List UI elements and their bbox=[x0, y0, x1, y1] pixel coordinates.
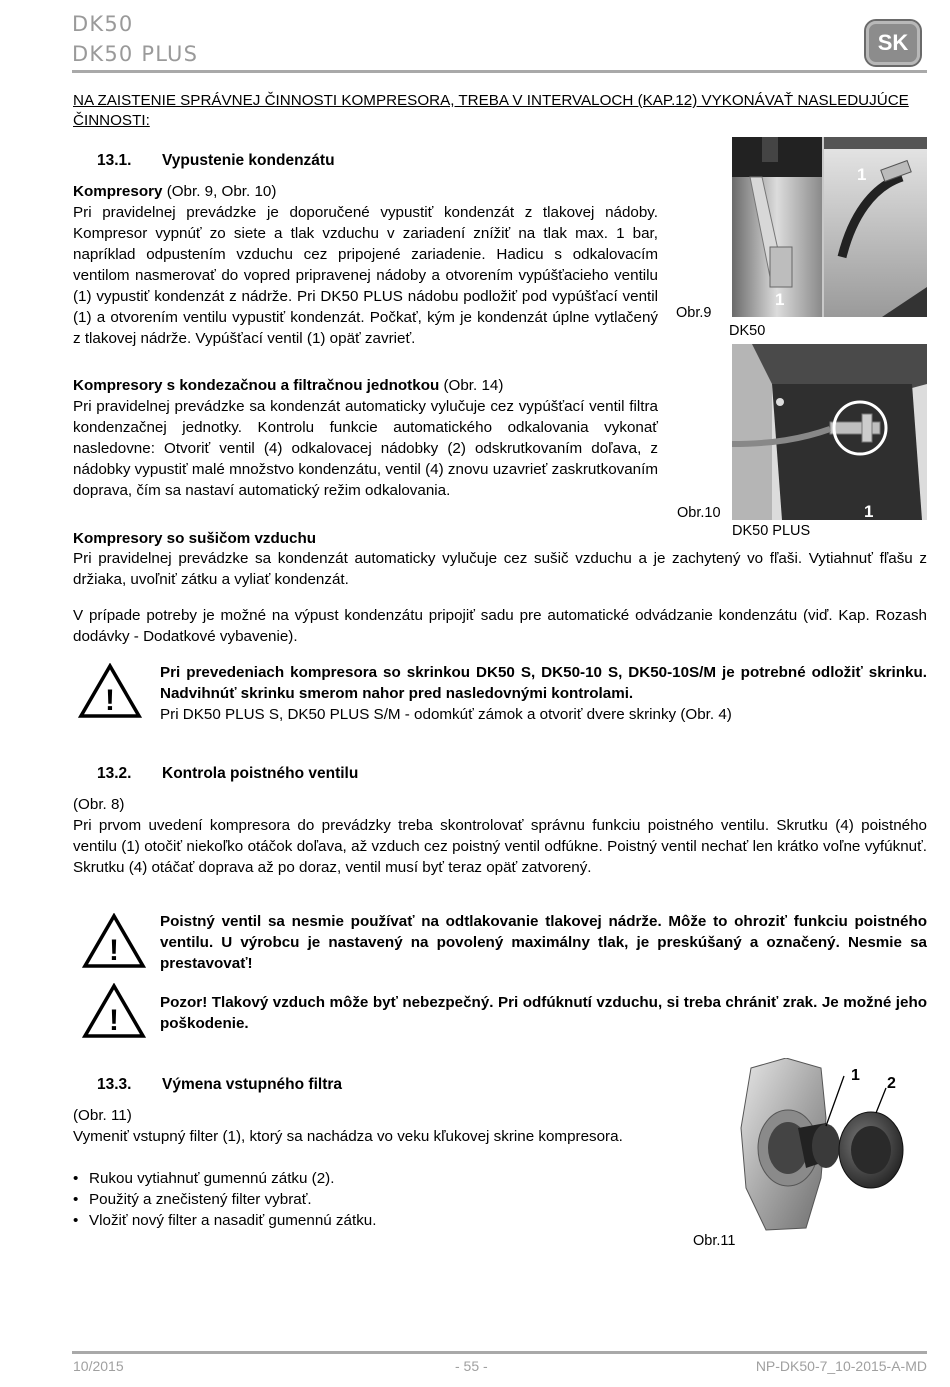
filter-paragraph: Vymeniť vstupný filter (1), ktorý sa nachádza vo veku kľukovej skrine kompresora. bbox=[73, 1128, 623, 1145]
figure-11-label-2: 2 bbox=[887, 1075, 896, 1092]
filter-steps-list bbox=[73, 1168, 694, 1231]
figure-10-model: DK50 PLUS bbox=[732, 523, 811, 539]
filtr-heading bbox=[73, 375, 658, 396]
filtr-ref: (Obr. 14) bbox=[439, 377, 504, 394]
figure-10-photo bbox=[732, 344, 927, 520]
list-item: • Rukou vytiahnuť gumennú zátku (2). bbox=[73, 1168, 694, 1189]
kompresory-label: Kompresory bbox=[73, 183, 163, 200]
section-13-2-heading bbox=[97, 763, 358, 784]
footer-document-id: NP-DK50-7_10-2015-A-MD bbox=[755, 1358, 927, 1374]
figure-9-label-1a: 1 bbox=[775, 290, 785, 309]
section-number: 13.3. bbox=[97, 1076, 132, 1093]
section-13-2-ref: (Obr. 8) bbox=[73, 796, 125, 813]
header-title-2: DK50 PLUS bbox=[72, 42, 199, 66]
kompresory-heading bbox=[73, 181, 658, 202]
automatic-drain-paragraph: V prípade potreby je možné na výpust kondenzátu pripojiť sadu pre automatické odvádzanie kondenzátu (viď. Kap. Rozash dodávky - Dodatkové vybavenie). bbox=[73, 607, 927, 645]
drain-hose-illustration bbox=[732, 137, 927, 317]
footer-date: 10/2015 bbox=[73, 1358, 124, 1374]
header-divider bbox=[72, 70, 927, 73]
figure-9-photo bbox=[732, 137, 927, 317]
susic-heading: Kompresory so sušičom vzduchu bbox=[73, 530, 317, 547]
intake-filter-illustration bbox=[726, 1058, 926, 1233]
susic-paragraph: Pri pravidelnej prevádzke sa kondenzát automaticky vylučuje cez sušič vzduchu a je zachytený vo fľaši. Vytiahnuť fľašu z držiaka, uvoľniť zátku a vyliať kondenzát. bbox=[73, 550, 927, 588]
list-item: • Použitý a znečistený filter vybrať. bbox=[73, 1189, 694, 1210]
warning-triangle-icon bbox=[82, 983, 146, 1039]
safety-valve-warning: Poistný ventil sa nesmie používať na odtlakovanie tlakovej nádrže. Môže to ohroziť funkciu poistného ventilu. U výrobcu je nastavený na povolený maximálny tlak, je preskúšaný a označený. Nesmie sa prestavovať! bbox=[160, 913, 927, 972]
figure-9-model: DK50 bbox=[729, 323, 766, 339]
kompresory-paragraph: Pri pravidelnej prevádzke je doporučené vypustiť kondenzát z tlakovej nádoby. Kompresor vypnúť zo siete a tlak vzduchu v zariadení znížiť na tlak max. 1 bar, napríklad odpustením vzduchu cez pripojené zariadenie. Hadicu s odkalovacím ventilom nasmerovať do vopred pripravenej nádoby a otvorením vypúšťacieho ventilu (1) vypustiť kondenzát z nádrže. Pri DK50 PLUS nádobu podložiť pod vypúšťací ventil (1) a otvorením ventilu vypustiť kondenzát. Počkať, kým je kondenzát úplne vytlačený z tlakovej nádrže. Vypúšťací ventil (1) opäť zavrieť. bbox=[73, 204, 658, 347]
section-number: 13.1. bbox=[97, 152, 132, 169]
figure-9-label-1b: 1 bbox=[857, 165, 867, 184]
section-13-3-heading bbox=[97, 1074, 342, 1095]
section-number: 13.2. bbox=[97, 765, 132, 782]
figure-11-caption: Obr.11 bbox=[693, 1233, 736, 1249]
filtr-paragraph: Pri pravidelnej prevádzke sa kondenzát automaticky vylučuje cez vypúšťací ventil filtra kondenzačnej jednotky. Kontrolu funkcie automatického odkalovania vykonať nasledovne: Otvoriť ventil (4) odkalovacej nádobky (2) odskrutkovaním doľava, z nádobky vypustiť malé množstvo kondenzátu, ventil (4) znovu uzavrieť zaskrutkovaním doprava, čím sa nastaví automatický režim odkalovania. bbox=[73, 398, 658, 499]
section-13-3-ref: (Obr. 11) bbox=[73, 1107, 132, 1124]
section-title: Výmena vstupného filtra bbox=[162, 1076, 343, 1093]
list-item: • Vložiť nový filter a nasadiť gumennú zátku. bbox=[73, 1210, 694, 1231]
figure-9-caption: Obr.9 bbox=[676, 305, 712, 321]
warning-triangle-icon bbox=[78, 663, 142, 719]
filtr-label: Kompresory s kondezačnou a filtračnou jednotkou bbox=[73, 377, 440, 394]
svg-text:!: ! bbox=[105, 684, 115, 717]
warning-triangle-icon bbox=[82, 913, 146, 969]
section-title: Vypustenie kondenzátu bbox=[162, 152, 335, 169]
svg-text:!: ! bbox=[109, 934, 119, 967]
header-title-1: DK50 bbox=[72, 12, 134, 36]
safety-valve-paragraph: Pri prvom uvedení kompresora do prevádzky treba skontrolovať správnu funkciu poistného ventilu. Skrutku (4) poistného ventilu (1) otočiť niekoľko otáčok doľava, až vzduch cez poistný ventil odfúkne. Poistný ventil nechať len krátko voľne vyfúknuť. Skrutku (4) otáčať doprava až po doraz, ventil musí byť teraz opäť zatvorený. bbox=[73, 817, 927, 876]
section-13-1-heading bbox=[97, 150, 335, 171]
housing-warning-bold: Pri prevedeniach kompresora so skrinkou DK50 S, DK50-10 S, DK50-10S/M je potrebné odložiť skrinku. Nadvihnúť skrinku smerom nahor pred nasledovnými kontrolami. bbox=[160, 664, 927, 702]
housing-warning bbox=[160, 662, 927, 725]
drain-valve-illustration bbox=[732, 344, 927, 520]
housing-warning-note: Pri DK50 PLUS S, DK50 PLUS S/M - odomkúť zámok a otvoriť dvere skrinky (Obr. 4) bbox=[160, 706, 732, 723]
section-title: Kontrola poistného ventilu bbox=[162, 765, 359, 782]
compressed-air-warning: Pozor! Tlakový vzduch môže byť nebezpečný. Pri odfúknutí vzduchu, si treba chrániť zrak. Je možné jeho poškodenie. bbox=[160, 994, 927, 1032]
kompresory-ref: (Obr. 9, Obr. 10) bbox=[162, 183, 277, 200]
svg-text:!: ! bbox=[109, 1004, 119, 1037]
footer-page-number: - 55 - bbox=[455, 1358, 488, 1374]
figure-10-caption: Obr.10 bbox=[677, 505, 721, 521]
figure-10-label-1: 1 bbox=[864, 502, 874, 521]
intro-heading: NA ZAISTENIE SPRÁVNEJ ČINNOSTI KOMPRESORA, TREBA V INTERVALOCH (KAP.12) VYKONÁVAŤ NASLEDUJÚCE ČINNOSTI: bbox=[73, 92, 909, 129]
figure-11-label-1: 1 bbox=[851, 1067, 860, 1084]
language-badge: SK bbox=[866, 21, 920, 65]
footer-divider bbox=[72, 1351, 927, 1354]
